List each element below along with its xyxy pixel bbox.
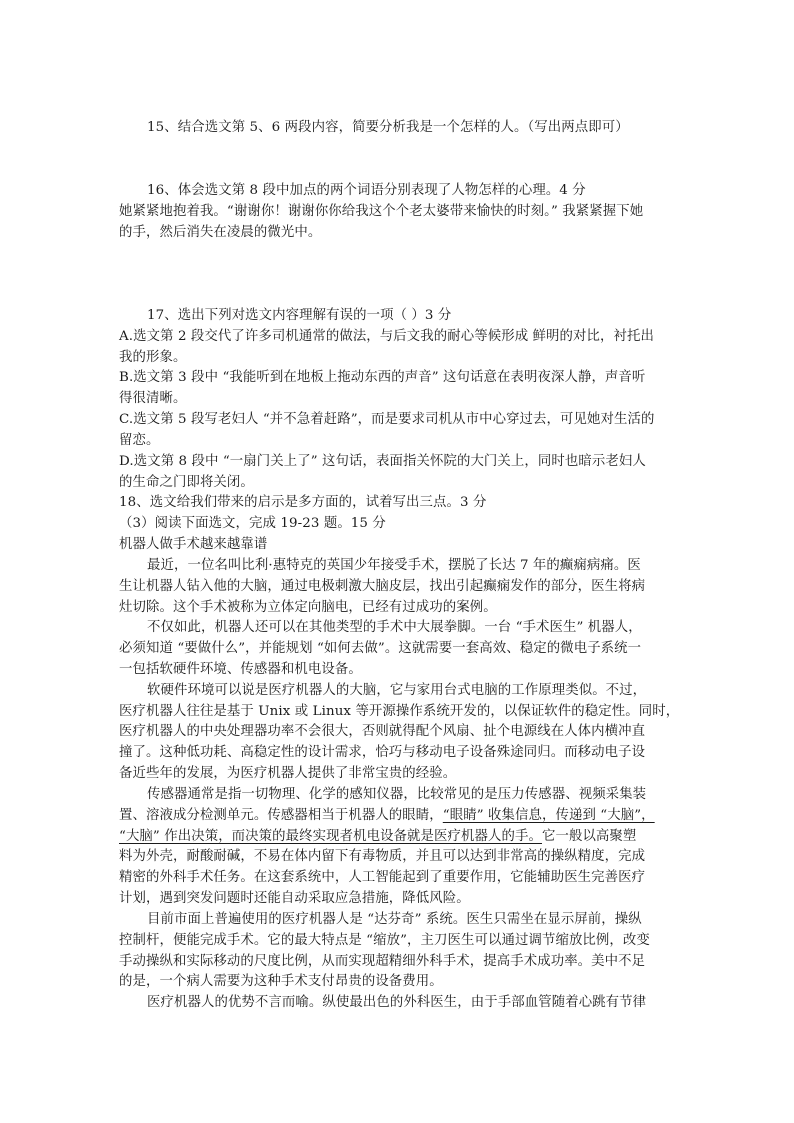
paragraph-4: 精密的外科手术任务。在这套系统中，人工智能起到了重要作用，它能辅助医生完善医疗 — [119, 870, 646, 885]
paragraph-2: 一包括软硬件环境、传感器和机电设备。 — [119, 662, 362, 677]
paragraph-3: 撞了。这种低功耗、高稳定性的设计需求，恰巧与移动电子设备殊途同归。而移动电子设 — [119, 745, 646, 760]
paragraph-4-text: 它一般以高聚塑 — [541, 829, 637, 844]
paragraph-3: 医疗机器人往往是基于 Unix 或 Linux 等开源操作系统开发的，以保证软件的稳定性。同时， — [119, 704, 680, 719]
question-18: 18、选文给我们带来的启示是多方面的，试着写出三点。3 分 — [119, 495, 487, 510]
question-16-quote: 她紧紧地抱着我。“谢谢你！谢谢你你给我这个个老太婆带来愉快的时刻。” 我紧紧握下她 — [119, 204, 644, 219]
option-b: 得很清晰。 — [119, 391, 187, 406]
option-c: 留恋。 — [119, 433, 160, 448]
paragraph-5: 控制杆，便能完成手术。它的最大特点是 “缩放”，主刀医生可以通过调节缩放比例，改变 — [119, 933, 650, 948]
paragraph-4 — [119, 827, 636, 847]
paragraph-2: 必须知道 “要做什么”，并能规划 “如何去做”。这就需要一套高效、稳定的微电子系统一 — [119, 641, 642, 656]
question-16: 16、体会选文第 8 段中加点的两个词语分别表现了人物怎样的心理。4 分 — [147, 183, 586, 198]
underlined-sentence: “眼睛” 收集信息，传递到 “大脑”， — [442, 808, 655, 823]
question-17: 17、选出下列对选文内容理解有误的一项（ ）3 分 — [147, 308, 452, 323]
option-b: B.选文第 3 段中 “我能听到在地板上拖动东西的声音” 这句话意在表明夜深人静，声音听 — [119, 370, 646, 385]
question-16-quote: 的手，然后消失在凌晨的微光中。 — [119, 225, 322, 240]
option-d: D.选文第 8 段中 “一扇门关上了” 这句话，表面指关怀院的大门关上，同时也暗示老妇人 — [119, 454, 646, 469]
paragraph-5: 目前市面上普遍使用的医疗机器人是 “达芬奇” 系统。医生只需坐在显示屏前，操纵 — [147, 912, 642, 927]
paragraph-4: 计划，遇到突发问题时还能自动采取应急措施，降低风险。 — [119, 891, 470, 906]
paragraph-3: 医疗机器人的中央处理器功率不会很大，否则就得配个风扇、扯个电源线在人体内横冲直 — [119, 724, 646, 739]
option-d: 的生命之门即将关闭。 — [119, 475, 254, 490]
option-a: 我的形象。 — [119, 350, 187, 365]
paragraph-5: 的是，一个病人需要为这种手术支付昂贵的设备费用。 — [119, 974, 443, 989]
paragraph-3: 软硬件环境可以说是医疗机器人的大脑，它与家用台式电脑的工作原理类似。不过， — [147, 683, 647, 698]
paragraph-1: 灶切除。这个手术被称为立体定向脑电，已经有过成功的案例。 — [119, 600, 497, 615]
option-a: A.选文第 2 段交代了许多司机通常的做法，与后文我的耐心等候形成 鲜明的对比，衬托出 — [119, 329, 654, 344]
paragraph-4: 料为外壳，耐酸耐碱，不易在体内留下有毒物质，并且可以达到非常高的操纵精度，完成 — [119, 849, 646, 864]
paragraph-6: 医疗机器人的优势不言而喻。纵使最出色的外科医生，由于手部血管随着心跳有节律 — [147, 995, 647, 1010]
paragraph-1: 生让机器人钻入他的大脑，通过电极刺激大脑皮层，找出引起癫痫发作的部分，医生将病 — [119, 579, 646, 594]
paragraph-4-text: 置、溶液成分检测单元。传感器相当于机器人的眼睛， — [119, 808, 443, 823]
question-15: 15、结合选文第 5、6 两段内容，简要分析我是一个怎样的人。（写出两点即可） — [147, 120, 629, 135]
section-intro: （3）阅读下面选文，完成 19-23 题。15 分 — [119, 516, 386, 531]
paragraph-4 — [119, 806, 655, 826]
underlined-sentence: “大脑” 作出决策，而决策的最终实现者机电设备就是医疗机器人的手。 — [119, 829, 542, 844]
article-title: 机器人做手术越来越靠谱 — [119, 537, 268, 552]
option-c: C.选文第 5 段写老妇人 “并不急着赶路”，而是要求司机从市中心穿过去，可见她对生活的 — [119, 412, 655, 427]
paragraph-1: 最近，一位名叫比利·惠特克的英国少年接受手术，摆脱了长达 7 年的癫痫病痛。医 — [147, 558, 641, 573]
paragraph-3: 备近些年的发展，为医疗机器人提供了非常宝贵的经验。 — [119, 766, 457, 781]
paragraph-5: 手动操纵和实际移动的尺度比例，从而实现超精细外科手术，提高手术成功率。美中不足 — [119, 954, 646, 969]
paragraph-4: 传感器通常是指一切物理、化学的感知仪器，比较常见的是压力传感器、视频采集装 — [147, 787, 647, 802]
paragraph-2: 不仅如此，机器人还可以在其他类型的手术中大展拳脚。一台 “手术医生” 机器人， — [147, 620, 642, 635]
